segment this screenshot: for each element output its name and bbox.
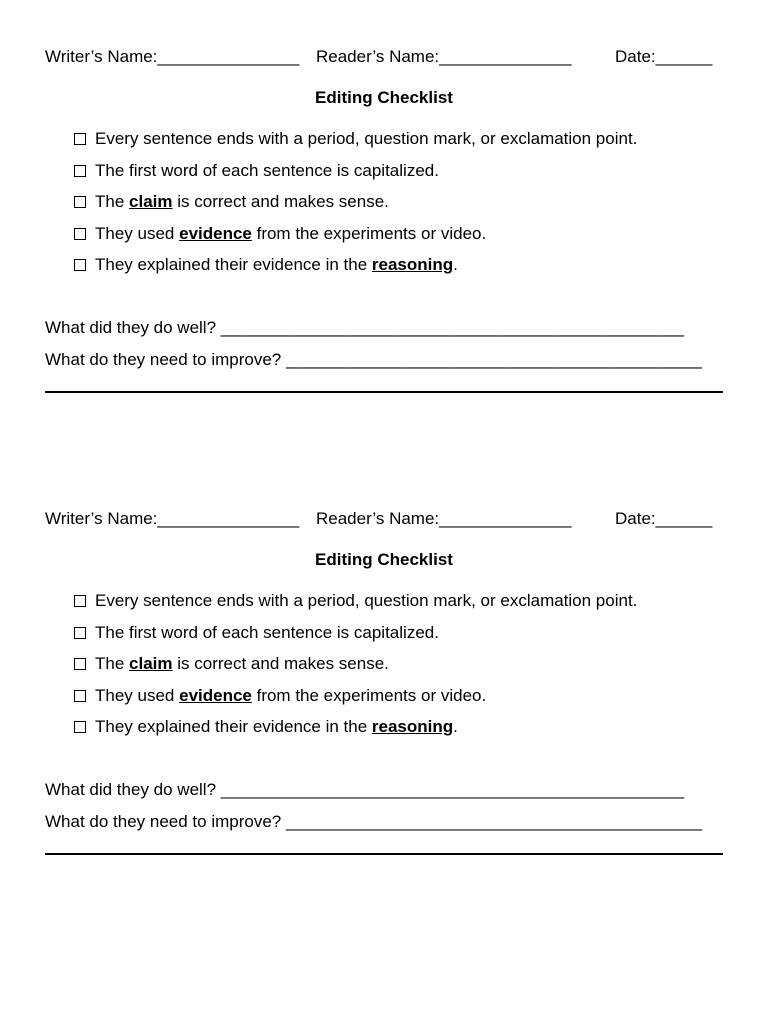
item-text: from the experiments or video.	[251, 223, 487, 243]
readers-name-field[interactable]: Reader’s Name:______________	[316, 509, 572, 528]
date-field[interactable]: Date:______	[615, 47, 713, 66]
what-did-well-field[interactable]: What did they do well? _________________________________________________	[45, 780, 685, 799]
item-text: Every sentence ends with a period, question mark, or exclamation point.	[95, 129, 638, 148]
form-header	[45, 46, 723, 68]
divider-line	[45, 391, 723, 393]
checklist-item	[74, 590, 714, 622]
keyword-claim: claim	[129, 654, 173, 673]
checklist-item	[74, 685, 714, 717]
checkbox[interactable]	[74, 133, 86, 145]
checklist-item	[74, 223, 714, 255]
checkbox[interactable]	[74, 165, 86, 177]
checkbox[interactable]	[74, 228, 86, 240]
item-text: They explained their evidence in the	[95, 717, 372, 736]
need-to-improve-field[interactable]: What do they need to improve? ____________________________________________	[45, 350, 702, 369]
item-text: The	[95, 654, 130, 673]
checkbox[interactable]	[74, 721, 86, 733]
date-field[interactable]: Date:______	[615, 509, 713, 528]
keyword-reasoning: reasoning	[371, 717, 454, 736]
checklist	[74, 590, 714, 748]
readers-name-field[interactable]: Reader’s Name:______________	[316, 47, 572, 66]
keyword-evidence: evidence	[179, 685, 252, 705]
checklist-item	[74, 653, 714, 685]
checkbox[interactable]	[74, 690, 86, 702]
keyword-reasoning: reasoning	[371, 255, 454, 274]
checkbox[interactable]	[74, 595, 86, 607]
keyword-evidence: evidence	[179, 223, 252, 243]
checklist-item	[74, 191, 714, 223]
checklist-item	[74, 128, 714, 160]
checkbox[interactable]	[74, 196, 86, 208]
checklist-item	[74, 160, 714, 192]
divider-line	[45, 853, 723, 855]
form-header	[45, 508, 723, 530]
checklist-title: Editing Checklist	[315, 88, 453, 107]
checklist-title: Editing Checklist	[315, 550, 453, 569]
checkbox[interactable]	[74, 627, 86, 639]
checkbox[interactable]	[74, 259, 86, 271]
item-text: Every sentence ends with a period, question mark, or exclamation point.	[95, 591, 638, 610]
item-text: is correct and makes sense.	[172, 192, 389, 211]
item-text: They used	[95, 223, 180, 243]
item-text: .	[453, 255, 458, 274]
what-did-well-field[interactable]: What did they do well? _________________________________________________	[45, 318, 685, 337]
writers-name-field[interactable]: Writer’s Name:_______________	[45, 509, 300, 528]
need-to-improve-field[interactable]: What do they need to improve? ____________________________________________	[45, 812, 702, 831]
checkbox[interactable]	[74, 658, 86, 670]
checklist-item	[74, 622, 714, 654]
item-text: is correct and makes sense.	[172, 654, 389, 673]
item-text: from the experiments or video.	[251, 685, 487, 705]
item-text: They used	[95, 685, 180, 705]
item-text: .	[453, 717, 458, 736]
item-text: They explained their evidence in the	[95, 255, 372, 274]
item-text: The first word of each sentence is capitalized.	[95, 622, 439, 642]
item-text: The first word of each sentence is capitalized.	[95, 160, 439, 180]
checklist	[74, 128, 714, 286]
item-text: The	[95, 192, 130, 211]
checklist-item	[74, 254, 714, 286]
keyword-claim: claim	[129, 192, 173, 211]
writers-name-field[interactable]: Writer’s Name:_______________	[45, 47, 300, 66]
checklist-item	[74, 716, 714, 748]
